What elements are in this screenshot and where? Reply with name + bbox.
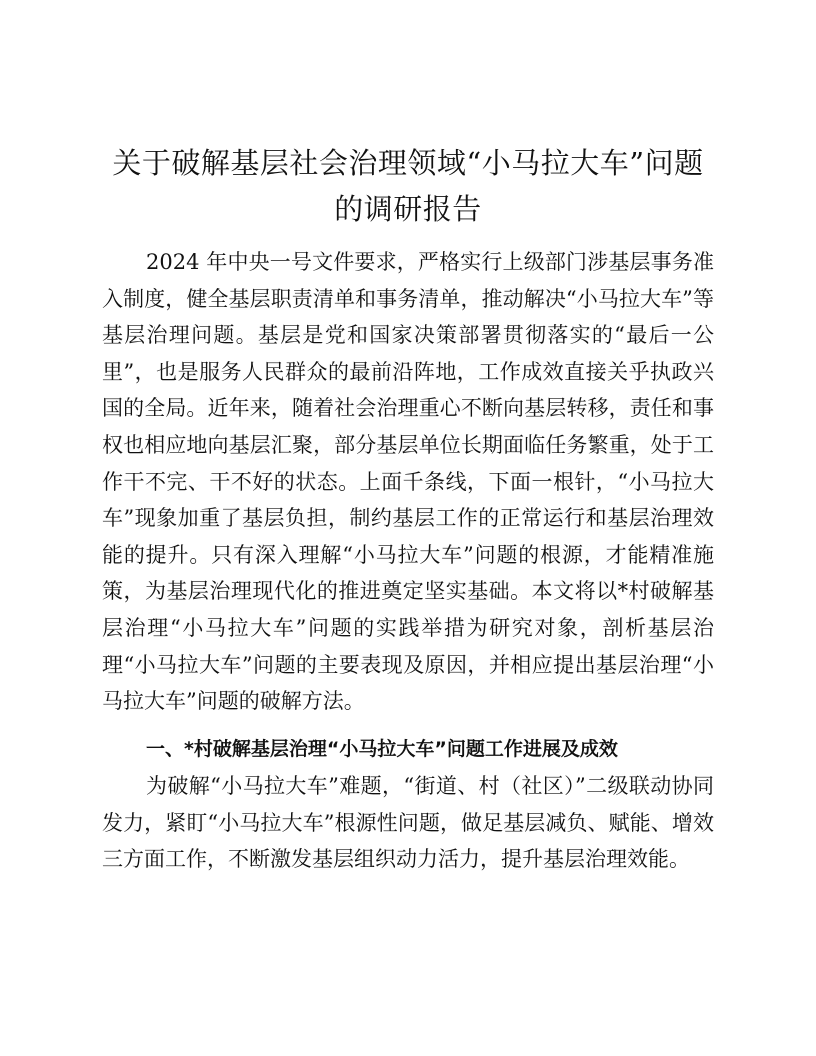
section-heading: 一、*村破解基层治理“小马拉大车”问题工作进展及成效 — [146, 738, 618, 760]
document-title: 关于破解基层社会治理领域“小马拉大车”问题的调研报告 — [112, 146, 704, 226]
intro-paragraph: 2024 年中央一号文件要求，严格实行上级部门涉基层事务准入制度，健全基层职责清单和事务清单，推动解决“小马拉大车”等基层治理问题。基层是党和国家决策部署贯彻落实的“最后一公里”，也是服务人民群众的最前沿阵地，工作成效直接关乎执政兴国的全局。近年来，随着社会治理重心不断向基层转移，责任和事权也相应地向基层汇聚，部分基层单位长期面临任务繁重，处于工作干不完、干不好的状态。上面千条线，下面一根针，“小马拉大车”现象加重了基层负担，制约基层工作的正常运行和基层治理效能的提升。只有深入理解“小马拉大车”问题的根源，才能精准施策，为基层治理现代化的推进奠定坚实基础。本文将以*村破解基层治理“小马拉大车”问题的实践举措为研究对象，剖析基层治理“小马拉大车”问题的主要表现及原因，并相应提出基层治理“小马拉大车”问题的破解方法。 — [102, 250, 714, 714]
section-paragraph: 为破解“小马拉大车”难题，“街道、村（社区）”二级联动协同发力，紧盯“小马拉大车”根源性问题，做足基层减负、赋能、增效三方面工作，不断激发基层组织动力活力，提升基层治理效能。 — [102, 774, 714, 872]
